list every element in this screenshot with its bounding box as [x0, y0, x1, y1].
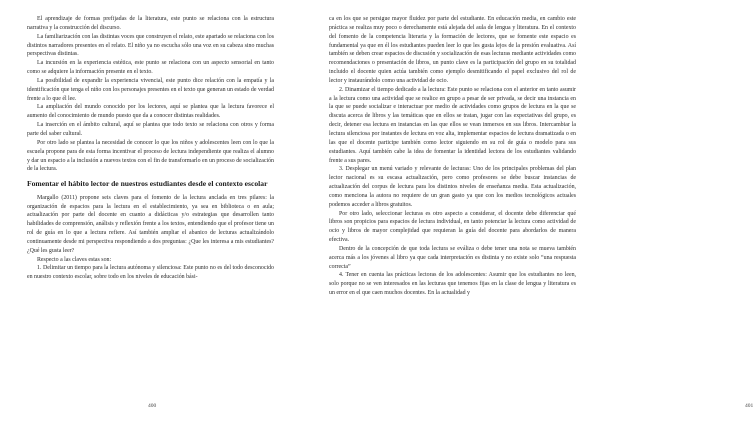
page-number: 400 — [148, 403, 157, 409]
left-page — [0, 0, 300, 424]
paragraph: Dentro de la concepción de que toda lectura se eváliza o debe tener una nota se mueva también acerca más a los jóvenes al libro ya que cada interpretación es distinta y no existe solo “una respuesta correcta” — [329, 245, 576, 270]
paragraph: El aprendizaje de formas prefijadas de la literatura, este punto se relaciona con la estructura narrativa y la construcción del discurso. — [27, 16, 274, 31]
left-text-column — [27, 15, 274, 282]
page-number: 401 — [745, 403, 753, 409]
right-page — [300, 0, 753, 424]
right-text-column — [329, 15, 576, 298]
paragraph: 2. Dinamizar el tiempo dedicado a la lectura: Este punto se relaciona con el anterior en tanto asumir a la lectura como una actividad que se realice en grupo a pesar de ser privada, se decir una instancia en la que se puede socializar e interactuar por medio de actividades como grupos de lectura en la que se discuta acerca de libros y las temáticas que en ellos se tratan, jugar con las expectativas del grupo, es decir, detener esa lectura en instancias en las que ellos se vean inmersos en sus libros. Intercambiar la lectura silenciosa por instantes de lectura en voz alta, implementar espacios de lectura dramatizada o en las que el docente participe también como lector siguiendo en su rol de guía o modelo para sus estudiantes. Aquí también cabe la idea de fomentar la identidad lectora de los estudiantes validando frente a sus pares. — [329, 86, 576, 164]
paragraph: La posibilidad de expandir la experiencia vivencial, este punto dice relación con la empatía y la identificación que tenga el niño con los personajes presentes en el texto que generan un estado de verdad frente a lo que él lee. — [27, 77, 274, 102]
paragraph: Respecto a las claves estas son: — [37, 256, 112, 263]
paragraph: La familiarización con las distintas voces que construyen el relato, este apartado se relaciona con los distintos narradores presentes en el relato. El niño ya no escucha sólo una voz en su cabeza sino muchas perspectivas distintas. — [27, 33, 274, 58]
paragraph: Margallo (2011) propone seis claves para el fomento de la lectura anclada en tres pilares: la organización de espacios para la lectura en el establecimiento, ya sea en biblioteca o en aula; actualización por parte del docente en cuanto a didácticas y/o estrategias que desarrollen tanto habilidades de comprensión, análisis y reflexión frente a los textos, entendiendo que el profesor tiene un rol de guía en lo que a lectura refiere. Así también ampliar el abanico de lecturas actualizándolo continuamente desde mi perspectiva respondiendo a dos preguntas: ¿Que les interesa a mis estudiantes? ¿Qué les gusta leer? — [27, 194, 274, 254]
paragraph: La incursión en la experiencia estética, este punto se relaciona con un aspecto sensorial en tanto como se adquiere la información presente en el texto. — [27, 60, 274, 76]
paragraph: Por otro lado, seleccionar lecturas es otro aspecto a considerar, el docente debe diferenciar qué libros son propicios para espacios de lectura individual, en tanto potenciar la lectura como actividad de ocio y libros de mayor complejidad que requieran la guía del docente para abordarlos de manera efectiva. — [329, 210, 576, 244]
paragraph: 1. Delimitar un tiempo para la lectura autónoma y silenciosa: Este punto no es del todo desconocido en nuestro contexto escolar, sobre todo en los niveles de educación bási- — [27, 265, 274, 281]
paragraph: 4. Tener en cuenta las prácticas lectoras de los adolescentes: Asumir que los estudiantes no leen, solo porque no se ven interesados en las lecturas que tenemos fijas en la clase de lengua y literatura es un error en el que caen muchos docentes. En la actualidad y — [329, 272, 576, 297]
paragraph: La ampliación del mundo conocido por los lectores, aquí se plantea que la lectura favorece el aumento del conocimiento de mundo puesto que da a conocer distintas realidades. — [27, 104, 274, 120]
paragraph: La inserción en el ámbito cultural, aquí se plantea que todo texto se relaciona con otros y forma parte del saber cultural. — [27, 122, 274, 137]
section-heading: Fomentar el hábito lector de nuestros estudiantes desde el contexto escolar — [27, 179, 268, 189]
paragraph: Por otro lado se plantea la necesidad de conocer lo que los niños y adolescentes leen con lo que la escuela propone para de esta forma incentivar el proceso de lectura independiente que realiza el alumno y dar un espacio a la inclusión a nuevos textos con el fin de transformarlo en un proceso de socialización de la lectura. — [27, 139, 274, 173]
paragraph: ca en los que se persigue mayor fluidez por parte del estudiante. En educación media, en cambio este práctica se realiza muy poco o derechamente está alejada del aula de lengua y literatura. En el contexto del fomento de la competencia literaria y la formación de lectores, que se fomente este espacio es fundamental ya que en él los estudiantes pueden leer lo que les gusta lejos de la presión evaluativa. Así también se deben crear espacios de discusión y socialización de esas lecturas mediante actividades como recomendaciones o presentación de libros, un punto clave es la participación del grupo en su totalidad incluido el docente quien actúa también como ejemplo desmitificando el papel exclusivo del rol de lector y instaurándolo como una actividad de ocio. — [329, 16, 576, 84]
paragraph: 3. Desplegar un menú variado y relevante de lecturas: Uno de los principales problemas del plan lector nacional es su escasa actualización, pero como profesores se debe buscar instancias de actualización del corpus de lectura para los distintos niveles de enseñanza media. Esta actualización, como menciona la autora no requiere de un gran gasto ya que con los medios tecnológicos actuales podemos acceder a libros gratuitos. — [329, 166, 576, 208]
